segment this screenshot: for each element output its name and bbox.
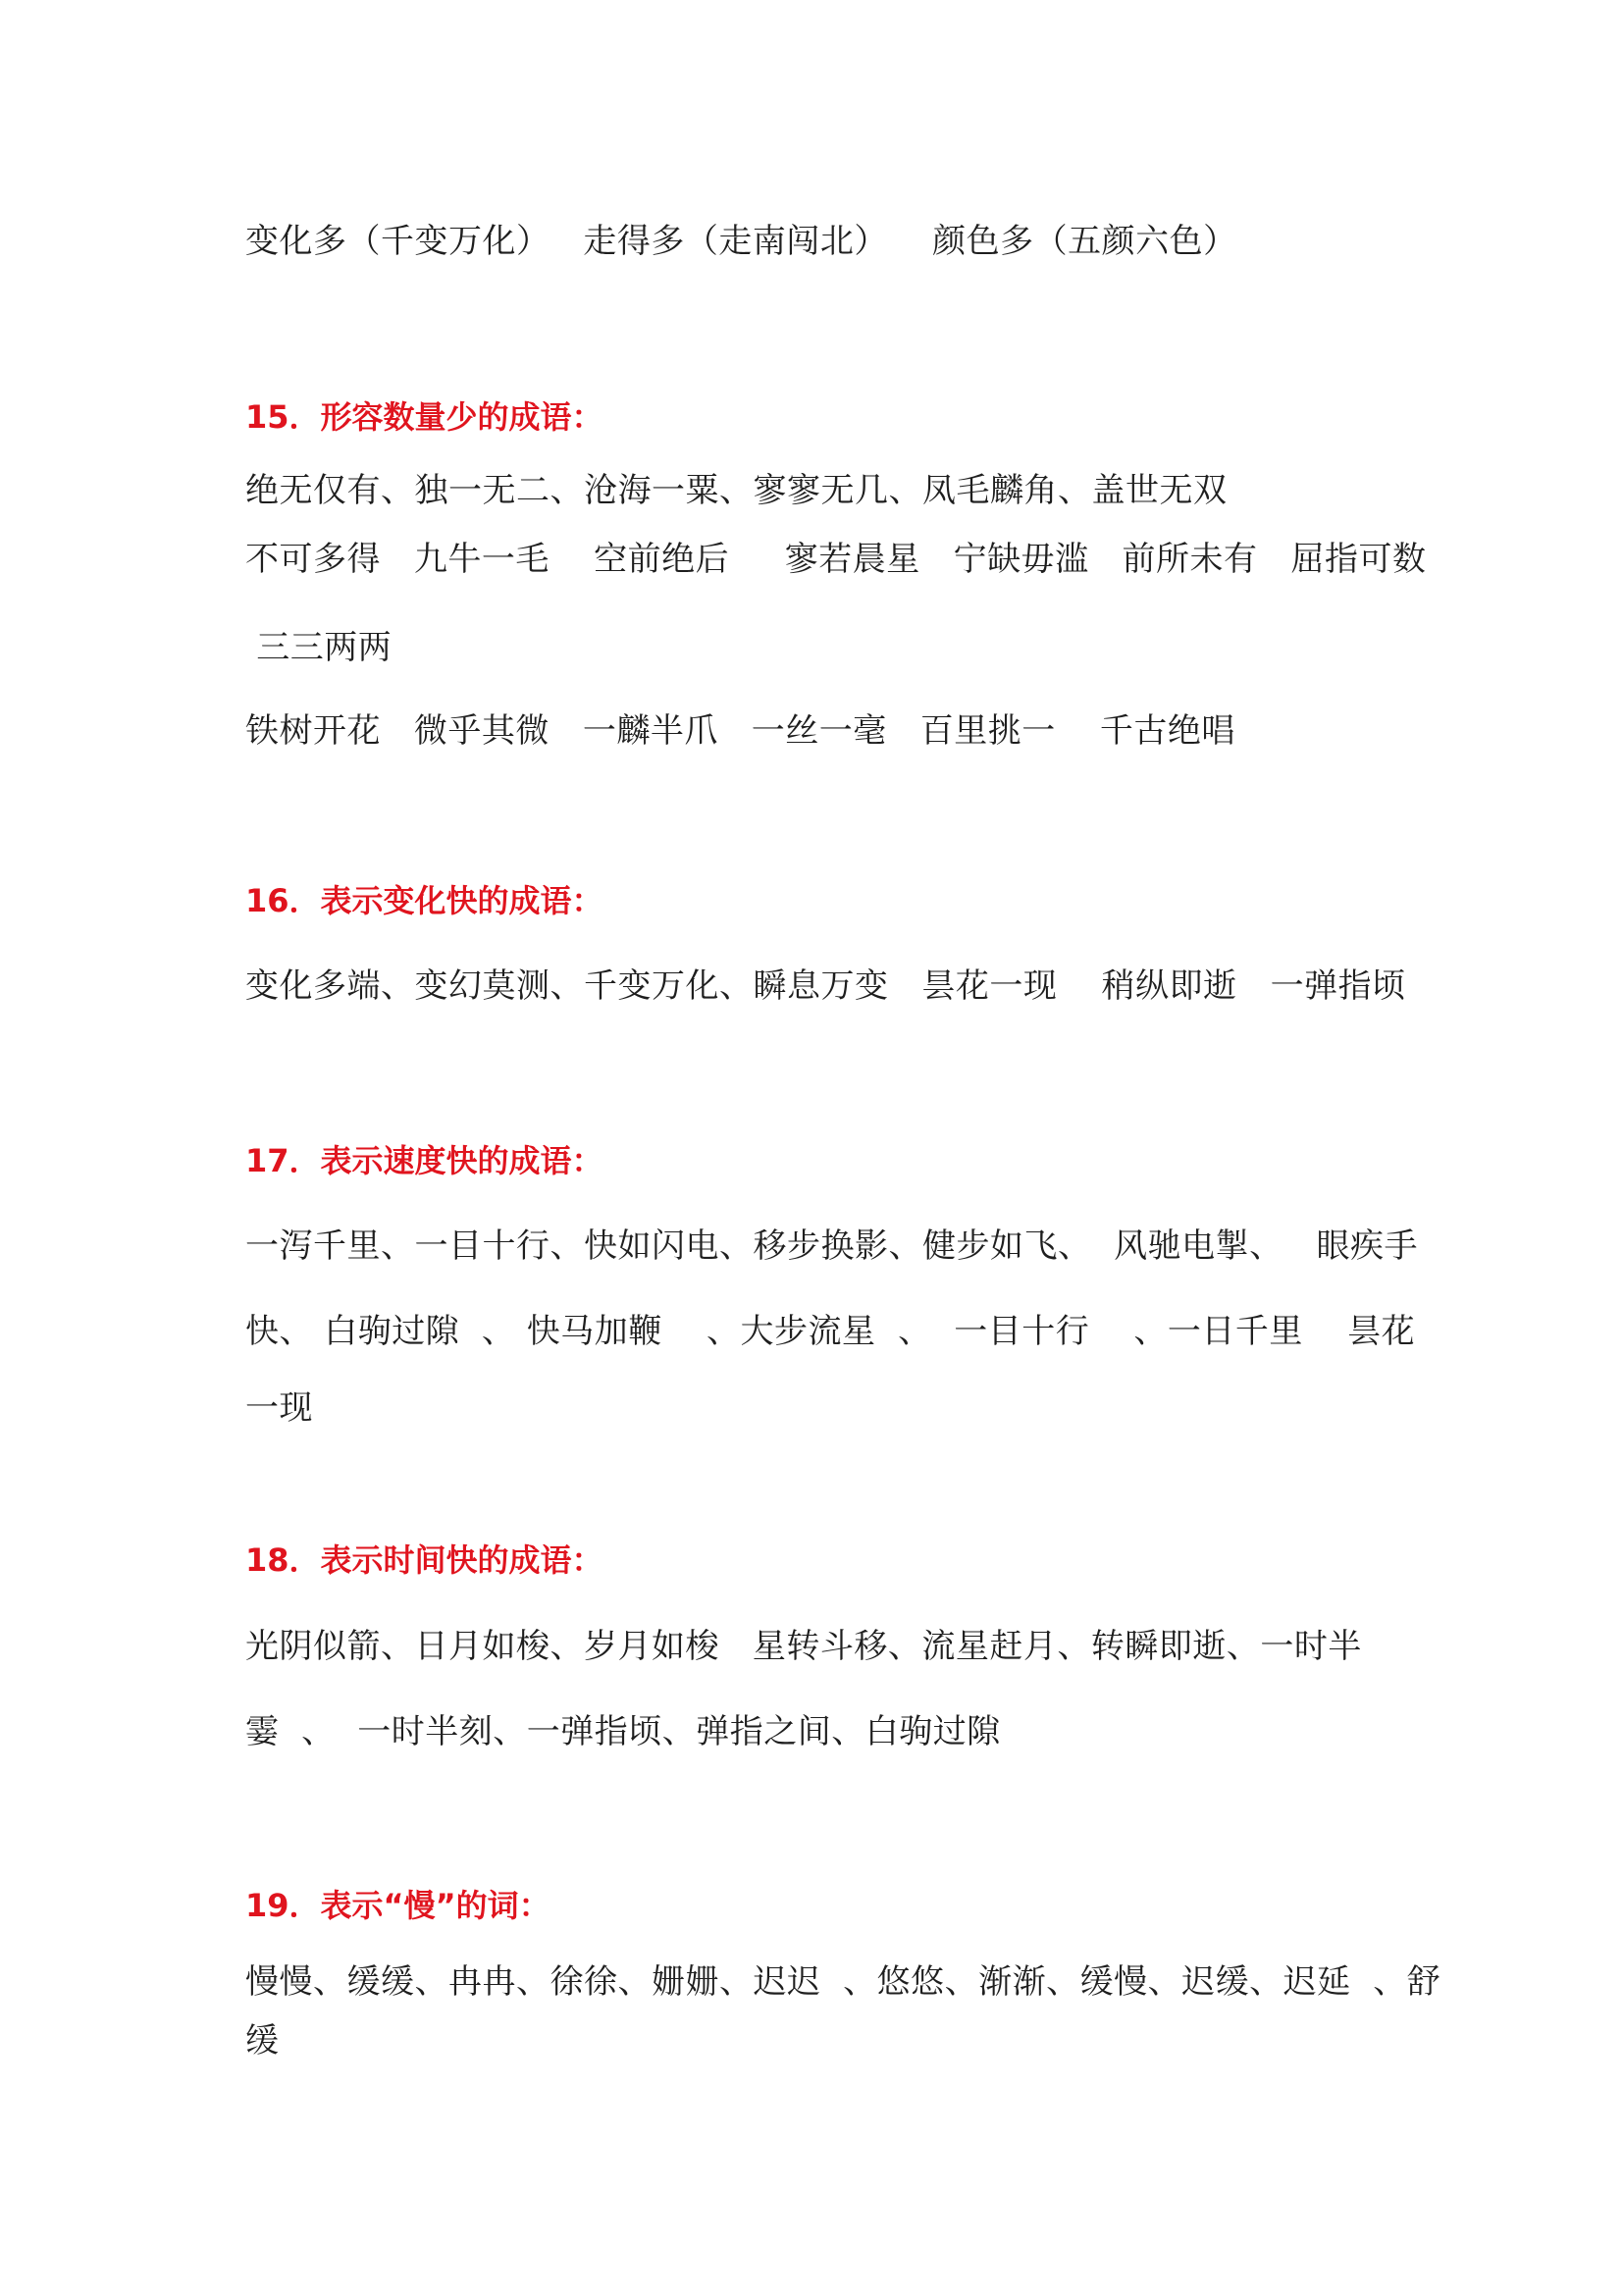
section-17-line: 一现 xyxy=(245,1388,313,1428)
section-15-line: 不可多得 九牛一毛 空前绝后 寥若晨星 宁缺毋滥 前所未有 屈指可数 xyxy=(245,540,1427,579)
section-16-heading: 16．表示变化快的成语： xyxy=(245,882,603,919)
section-19-line: 缓 xyxy=(245,2021,280,2061)
section-19-heading: 19．表示“慢”的词： xyxy=(245,1887,550,1924)
section-18-line: 霎 、 一时半刻、一弹指顷、弹指之间、白驹过隙 xyxy=(245,1712,1001,1751)
intro-line: 变化多（千变万化） 走得多（走南闯北） 颜色多（五颜六色） xyxy=(245,222,1237,261)
section-15-line: 三三两两 xyxy=(245,628,393,667)
section-19-line: 慢慢、缓缓、冉冉、徐徐、姗姗、迟迟 、悠悠、渐渐、缓慢、迟缓、迟延 、舒 xyxy=(245,1962,1441,2002)
section-15-line: 绝无仅有、独一无二、沧海一粟、寥寥无几、凤毛麟角、盖世无双 xyxy=(245,471,1228,510)
section-18-heading: 18．表示时间快的成语： xyxy=(245,1541,603,1579)
section-17-line: 一泻千里、一目十行、快如闪电、移步换影、健步如飞、 风驰电掣、 眼疾手 xyxy=(245,1226,1419,1266)
section-17-heading: 17．表示速度快的成语： xyxy=(245,1142,603,1179)
section-17-line: 快、 白驹过隙 、 快马加鞭 、大步流星 、 一目十行 、一日千里 昙花 xyxy=(245,1312,1416,1351)
section-15-line: 铁树开花 微乎其微 一麟半爪 一丝一毫 百里挑一 千古绝唱 xyxy=(245,711,1235,751)
section-15-heading: 15．形容数量少的成语： xyxy=(245,398,603,436)
section-18-line: 光阴似箭、日月如梭、岁月如梭 星转斗移、流星赶月、转瞬即逝、一时半 xyxy=(245,1627,1362,1666)
section-16-line: 变化多端、变幻莫测、千变万化、瞬息万变 昙花一现 稍纵即逝 一弹指顷 xyxy=(245,966,1406,1006)
